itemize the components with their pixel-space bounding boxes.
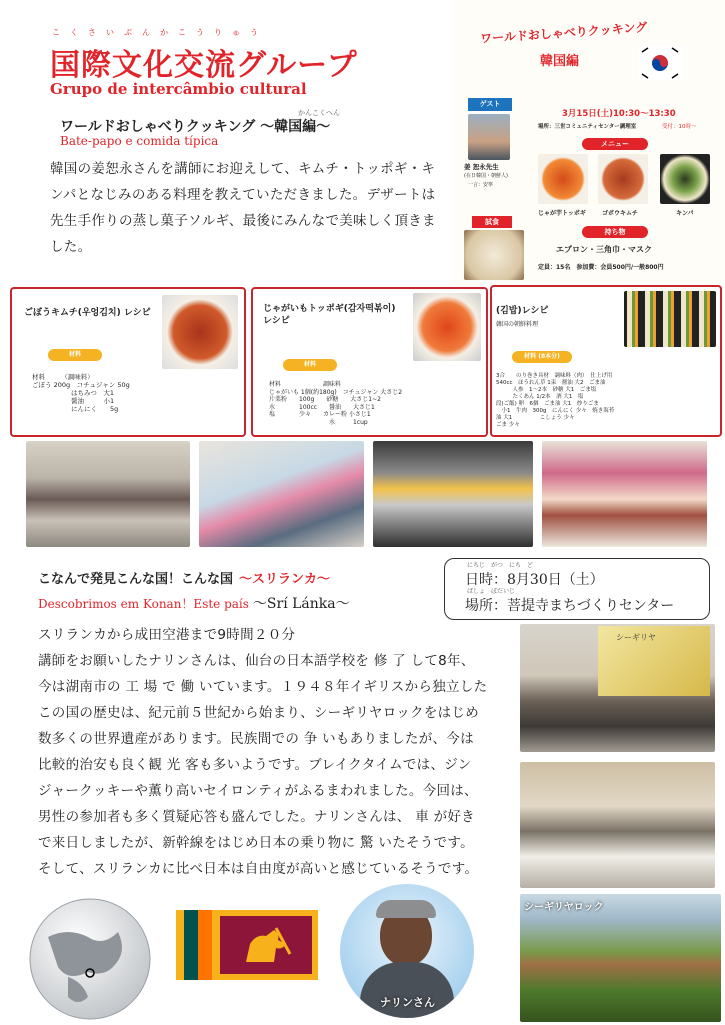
srilanka-heading-pt-text: Descobrimos em Konan！Este país bbox=[38, 597, 249, 611]
recipe-title: ごぼうキムチ(우엉김치) レシピ bbox=[24, 308, 151, 318]
date-furigana: にちじ がつ にち ど bbox=[467, 562, 534, 569]
cooking-photo-4 bbox=[542, 441, 707, 547]
cooking-heading-furigana: かんこくへん bbox=[298, 109, 340, 117]
cooking-paragraph: 韓国の姜恕永さんを講師にお迎えして、キムチ・トッポギ・キンパとなじみのある料理を教えていただきました。デザートは先生手作りの蒸し菓子ソルギ、最後にみんなで美味しく頂きました。 bbox=[50, 161, 436, 255]
cooking-photo-2 bbox=[199, 441, 364, 547]
flyer-dessert-label: 試食 bbox=[472, 216, 512, 228]
flyer-reception: 受付：10時～ bbox=[662, 124, 697, 130]
menu-photo-kimchi bbox=[598, 154, 648, 204]
flyer-menu-label: メニュー bbox=[582, 138, 648, 150]
body-line: 比較的治安も良く観 光 客も多いようです。ブレイクタイムでは、ジン bbox=[38, 757, 472, 773]
flyer-bring-label: 持ち物 bbox=[582, 226, 648, 238]
recipe-ingredients: 材料 （調味料） ごぼう 200g コチュジャン 50g はちみつ 大1 醤油 小1 にんにく 5g bbox=[32, 373, 130, 413]
cooking-flyer bbox=[452, 0, 725, 285]
recipe-pill: 材料 bbox=[48, 349, 102, 361]
srilanka-heading-country: ～スリランカ～ bbox=[239, 572, 331, 587]
sigiriya-photo bbox=[520, 894, 721, 1022]
recipe-photo bbox=[624, 291, 716, 347]
body-line: 今は湖南市の 工 場 で 働 いています。１９４８年イギリスから独立した bbox=[38, 679, 488, 695]
recipe-title: じゃがいもトッポギ(감자떡볶이) レシピ bbox=[263, 304, 396, 326]
body-line: 講師をお願いしたナリンさんは、仙台の日本語学校を 修 了 して8年、 bbox=[38, 653, 475, 669]
cooking-heading: ワールドおしゃべりクッキング ～韓国編～ bbox=[60, 119, 331, 135]
body-line: この国の歴史は、紀元前５世紀から始まり、シーギリヤロックをはじめ bbox=[38, 705, 480, 721]
body-line: 数多くの世界遺産があります。民族間での 争 いもありましたが、今は bbox=[38, 731, 474, 747]
narin-portrait bbox=[340, 884, 474, 1018]
body-line: で来日しましたが、新幹線をはじめ日本の乗り物に 驚 いたそうです。 bbox=[38, 835, 474, 851]
flyer-guest-note2: 一言：安寧 bbox=[468, 182, 494, 188]
body-line: ジャークッキーや薫り高いセイロンティがふるまわれました。今回は、 bbox=[38, 783, 478, 799]
title-furigana: こくさいぶんかこうりゅう bbox=[52, 28, 268, 37]
guest-photo bbox=[468, 114, 510, 160]
srilanka-body bbox=[38, 622, 516, 882]
body-line: そして、スリランカに比べ日本は自由度が高いと感じているそうです。 bbox=[38, 861, 479, 877]
body-line: 男性の参加者も多く質疑応答も盛んでした。ナリンさんは、 車 が好き bbox=[38, 809, 475, 825]
dessert-photo bbox=[464, 230, 524, 280]
cooking-photo-1 bbox=[26, 441, 190, 547]
event-info-box bbox=[444, 558, 710, 620]
recipe-card-gobo-kimchi bbox=[10, 287, 246, 437]
srilanka-heading-pt-country: ～Srí Lánka～ bbox=[252, 596, 350, 612]
flyer-guest-label: ゲスト bbox=[468, 98, 512, 111]
recipe-photo bbox=[162, 295, 238, 369]
recipe-card-kimbap bbox=[490, 285, 722, 437]
sigiriya-caption: シーギリヤロック bbox=[524, 902, 604, 913]
srilanka-heading-text: こなんで発見こんな国！こんな国 bbox=[38, 572, 234, 587]
slide-caption: シーギリヤ bbox=[616, 633, 656, 642]
event-date: 日時：8月30日（土） bbox=[465, 572, 604, 588]
flyer-bring: エプロン・三角巾・マスク bbox=[556, 245, 652, 254]
menu-photo-topokki bbox=[538, 154, 588, 204]
srilanka-heading-pt bbox=[38, 593, 350, 613]
narin-caption: ナリンさん bbox=[380, 996, 435, 1009]
recipe-title: (김밥)レシピ bbox=[496, 306, 549, 316]
srilanka-heading bbox=[38, 568, 330, 587]
globe-icon bbox=[28, 897, 152, 1021]
recipe-pill: 材料 bbox=[283, 359, 337, 371]
flyer-guest-note: (在日韓国・朝鮮人) bbox=[464, 173, 508, 179]
flyer-date: 3月15日(土)10:30～13:30 bbox=[562, 109, 676, 119]
srilanka-flag-icon bbox=[176, 910, 318, 980]
cooking-photo-3 bbox=[373, 441, 533, 547]
menu-photo-kimbap bbox=[660, 154, 710, 204]
cooking-heading-pt: Bate-papo e comida típica bbox=[60, 134, 219, 148]
recipe-ingredients: 材料 調味料 じゃがいも 1個(約180g) コチュジャン 大さじ2 片栗粉 100g 砂糖 大さじ1~2 水 100cc 醤油 大さじ1 塩 少々 カレー粉 小さじ1 水 1cup bbox=[269, 381, 403, 426]
projector-screen bbox=[598, 626, 710, 696]
recipe-subtitle: 韓国の朝鮮料理 bbox=[496, 321, 539, 328]
page-title: 国際文化交流グループ bbox=[50, 48, 358, 83]
recipe-pill: 材料 (8本分) bbox=[512, 351, 572, 363]
event-place: 場所：菩提寺まちづくりセンター bbox=[465, 598, 675, 614]
flyer-subtitle: 韓国編 bbox=[540, 54, 580, 69]
flyer-venue: 場所：三世コミュニティセンター調理室 bbox=[538, 124, 637, 130]
menu-label-2: キンパ bbox=[676, 210, 694, 217]
recipe-photo bbox=[413, 293, 481, 361]
menu-label-1: ゴボウキムチ bbox=[602, 210, 638, 217]
body-line: スリランカから成田空港まで9時間２０分 bbox=[38, 627, 296, 643]
audience-photo bbox=[520, 762, 715, 888]
place-furigana: ばしょ ぼだいじ bbox=[467, 588, 516, 595]
recipe-card-potato-topokki bbox=[251, 287, 488, 437]
lecture-photo bbox=[520, 624, 715, 752]
flyer-guest-name: 姜 恕永先生 bbox=[464, 163, 499, 171]
korea-flag-icon bbox=[638, 46, 682, 80]
menu-label-0: じゃが芋トッポギ bbox=[538, 210, 586, 217]
flyer-capacity: 定員：15名 参加費：会員500円/一般800円 bbox=[538, 264, 664, 271]
recipe-ingredients: 3合 のり巻き具材 調味料（肉） 仕上げ用 540cc ほうれん草 1束 醤油 大2 ごま油 人参 1～2本 砂糖 大1 ごま塩 たくあん 1/2本 酒 大1 塩 段(ご飯) 卵 6個 ごま油 大1 炒りごま 小1 牛肉 300g にんにく 少々 焼き海苔 油 大1 こしょう 少々 ごま 少々 bbox=[496, 373, 615, 428]
page-subtitle: Grupo de intercâmbio cultural bbox=[50, 80, 307, 98]
flyer-title: ワールドおしゃべりクッキング bbox=[479, 20, 648, 46]
